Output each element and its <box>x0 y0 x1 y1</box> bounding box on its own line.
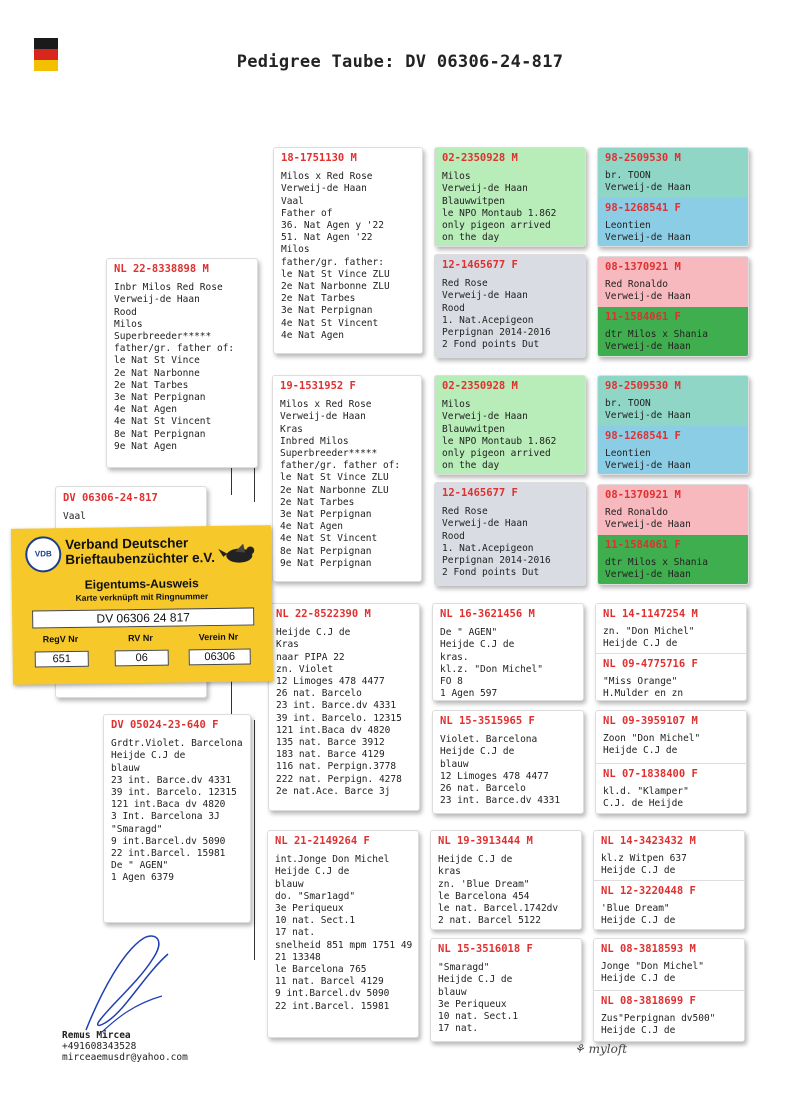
g4-card <box>596 764 747 814</box>
pedigree-line: 9e Nat Agen <box>114 440 177 452</box>
pedigree-line: 4e Nat St Vincent <box>281 317 379 329</box>
pedigree-line: Heijde C.J de <box>440 746 515 758</box>
g4-card <box>598 148 749 198</box>
g2-ring: 18-1751130 M <box>281 152 357 164</box>
pigeon-icon <box>217 541 257 566</box>
pedigree-line: Grdtr.Violet. Barcelona <box>111 738 243 750</box>
pedigree-line: 9 int.Barcel.dv 5090 <box>111 835 226 847</box>
pedigree-line: 39 int. Barcelo. 12315 <box>276 712 402 724</box>
pedigree-line: 2e Nat Tarbes <box>281 293 356 305</box>
g2-card <box>272 375 422 582</box>
pedigree-line: zn. "Don Michel" <box>603 626 695 638</box>
g2-card <box>267 830 419 1038</box>
pedigree-line: 2e Nat Narbonne <box>114 367 200 379</box>
pedigree-line: Rood <box>114 306 137 318</box>
g4-ring: NL 12-3220448 F <box>601 885 696 897</box>
pedigree-line: Father of <box>281 207 333 219</box>
g4-ring: 11-1584061 F <box>605 311 681 323</box>
pedigree-line: 10 nat. Sect.1 <box>275 915 356 927</box>
g4-card <box>598 307 749 357</box>
g3-ring: NL 16-3621456 M <box>440 608 535 620</box>
g4-ring: 08-1370921 M <box>605 261 681 273</box>
pedigree-line: Verweij-de Haan <box>605 232 691 244</box>
pedigree-line: Heijde C.J de <box>601 865 676 877</box>
pedigree-line: kl.z. "Don Michel" <box>440 663 543 675</box>
pedigree-line: Milos x Red Rose <box>281 171 373 183</box>
ownership-card <box>11 525 273 685</box>
pedigree-line: 8e Nat Perpignan <box>114 428 206 440</box>
pedigree-line: Heijde C.J de <box>440 639 515 651</box>
pedigree-line: Jonge "Don Michel" <box>601 961 704 973</box>
g3-ring: NL 15-3515965 F <box>440 715 535 727</box>
pedigree-line: Heijde C.J de <box>601 915 676 927</box>
pedigree-line: 4e Nat St Vincent <box>280 533 378 545</box>
pedigree-line: on the day <box>442 232 500 244</box>
pedigree-line: De " AGEN" <box>111 860 169 872</box>
pedigree-line: Superbreeder***** <box>280 448 378 460</box>
pedigree-line: 21 13348 <box>275 951 321 963</box>
pedigree-line: Leontien <box>605 448 651 460</box>
g2-ring: NL 21-2149264 F <box>275 835 370 847</box>
pedigree-line: father/gr. father of: <box>114 343 235 355</box>
pedigree-line: 11 nat. Barcel 4129 <box>275 976 384 988</box>
pedigree-line: do. "Smar1agd" <box>275 890 356 902</box>
pedigree-line: 3e Nat Perpignan <box>281 305 373 317</box>
pedigree-line: kras <box>438 866 461 878</box>
pedigree-line: on the day <box>442 460 500 472</box>
pedigree-line: Verweij-de Haan <box>442 290 528 302</box>
pedigree-line: 2e Nat Narbonne ZLU <box>280 484 389 496</box>
pedigree-line: Rood <box>442 302 465 314</box>
pedigree-line: Milos x Red Rose <box>280 399 372 411</box>
g2-ring: 19-1531952 F <box>280 380 356 392</box>
page-title: Pedigree Taube: DV 06306-24-817 <box>236 52 564 72</box>
pedigree-line: father/gr. father of: <box>280 460 401 472</box>
pedigree-line: 9e Nat Perpignan <box>280 557 372 569</box>
pedigree-line: "Smaragd" <box>438 962 490 974</box>
ring-number-box: DV 06306 24 817 <box>32 607 254 628</box>
pedigree-line: Verweij-de Haan <box>605 410 691 422</box>
pedigree-line: Red Ronaldo <box>605 507 668 519</box>
pedigree-line: Milos <box>442 171 471 183</box>
pedigree-line: zn. 'Blue Dream" <box>438 878 530 890</box>
pedigree-line: father/gr. father: <box>281 256 384 268</box>
pedigree-line: le Nat St Vince <box>114 355 200 367</box>
pedigree-line: 17 nat. <box>275 927 316 939</box>
g4-ring: 98-2509530 M <box>605 380 681 392</box>
myloft-logo <box>574 1042 627 1056</box>
pedigree-line: 2 nat. Barcel 5122 <box>438 915 541 927</box>
pedigree-line: Leontien <box>605 220 651 232</box>
pedigree-line: Verweij-de Haan <box>605 291 691 303</box>
g3-ring: 12-1465677 F <box>442 487 518 499</box>
pedigree-line: Verweij-de Haan <box>442 518 528 530</box>
pedigree-line: kras. <box>440 651 469 663</box>
pedigree-line: De " AGEN" <box>440 627 498 639</box>
pedigree-line: Violet. Barcelona <box>440 734 538 746</box>
pedigree-line: Verweij-de Haan <box>114 294 200 306</box>
pedigree-line: 4e Nat Agen <box>114 404 177 416</box>
dam-ring: DV 05024-23-640 F <box>111 719 219 731</box>
g4-card <box>594 939 745 990</box>
vdb-logo-icon: VDB <box>25 536 61 572</box>
org-name-line2: Brieftaubenzüchter e.V. <box>65 549 215 568</box>
pedigree-line: 4e Nat Agen <box>280 521 343 533</box>
pedigree-line: 23 int. Barce.dv 4331 <box>111 774 232 786</box>
pedigree-line: 121 int.Baca dv 4820 <box>276 724 391 736</box>
pedigree-line: Heijde C.J de <box>603 745 678 757</box>
g4-card <box>594 991 745 1042</box>
pedigree-line: Blauwwitpen <box>442 195 505 207</box>
g4-pair <box>597 147 749 247</box>
pedigree-line: 22 int.Barcel. 15981 <box>111 848 226 860</box>
pedigree-line: 2 Fond points Dut <box>442 339 540 351</box>
pedigree-line: br. TOON <box>605 398 651 410</box>
pedigree-line: le NPO Montaub 1.862 <box>442 207 557 219</box>
g4-card <box>598 426 749 475</box>
pedigree-line: le Nat St Vince ZLU <box>280 472 389 484</box>
pedigree-line: 3e Nat Perpignan <box>114 392 206 404</box>
g4-ring: NL 08-3818593 M <box>601 943 696 955</box>
pedigree-line: 9 int.Barcel.dv 5090 <box>275 988 390 1000</box>
pedigree-line: 1 Agen 597 <box>440 688 498 700</box>
pedigree-line: 2e Nat Tarbes <box>280 496 355 508</box>
pedigree-line: Heijde C.J de <box>603 638 678 650</box>
pedigree-line: Heijde C.J de <box>601 1025 676 1037</box>
pedigree-line: Zoon "Don Michel" <box>603 733 701 745</box>
g4-pair <box>595 710 747 814</box>
g3-card <box>432 710 584 814</box>
pedigree-line: le NPO Montaub 1.862 <box>442 435 557 447</box>
pedigree-line: "Miss Orange" <box>603 676 678 688</box>
g3-card <box>434 254 586 358</box>
pedigree-line: br. TOON <box>605 170 651 182</box>
g4-ring: 98-1268541 F <box>605 202 681 214</box>
pedigree-line: 22 int.Barcel. 15981 <box>275 1000 390 1012</box>
pedigree-line: blauw <box>275 878 304 890</box>
pedigree-line: naar PIPA 22 <box>276 651 345 663</box>
subject-color: Vaal <box>63 511 86 523</box>
pedigree-line: 3 Int. Barcelona 3J <box>111 811 220 823</box>
g4-ring: 08-1370921 M <box>605 489 681 501</box>
pedigree-line: 1. Nat.Acepigeon <box>442 542 534 554</box>
g4-ring: NL 08-3818699 F <box>601 995 696 1007</box>
g3-card <box>430 938 582 1042</box>
pedigree-line: Verweij-de Haan <box>280 411 366 423</box>
g3-card <box>432 603 584 701</box>
g2-card <box>273 147 423 354</box>
pedigree-line: 4e Nat Agen <box>281 329 344 341</box>
pedigree-line: Superbreeder***** <box>114 331 212 343</box>
pedigree-line: Verweij-de Haan <box>442 411 528 423</box>
pedigree-line: Heijde C.J de <box>438 854 513 866</box>
rv-label: RV Nr <box>127 632 153 644</box>
g2-card <box>268 603 420 811</box>
org-name-line1: Verband Deutscher <box>65 535 189 553</box>
sire-ring: NL 22-8338898 M <box>114 263 209 275</box>
pedigree-line: 10 nat. Sect.1 <box>438 1011 519 1023</box>
pedigree-line: zn. Violet <box>276 663 334 675</box>
g4-card <box>598 198 749 247</box>
pedigree-line: 23 int. Barce.dv 4331 <box>276 700 397 712</box>
pedigree-line: 36. Nat Agen y '22 <box>281 220 384 232</box>
g4-pair <box>597 256 749 357</box>
owner-phone: +491608343528 <box>62 1041 137 1052</box>
pedigree-line: Heijde C.J de <box>601 973 676 985</box>
pedigree-line: Milos <box>281 244 310 256</box>
g4-card <box>596 654 747 701</box>
pedigree-line: 222 nat. Perpign. 4278 <box>276 773 402 785</box>
owner-info <box>62 1030 188 1063</box>
g3-card <box>434 482 586 586</box>
pedigree-line: 26 nat. Barcelo <box>440 783 526 795</box>
pedigree-line: 116 nat. Perpign.3778 <box>276 761 397 773</box>
g3-ring: NL 15-3516018 F <box>438 943 533 955</box>
dam-card <box>103 714 251 923</box>
pedigree-line: 2e Nat Narbonne ZLU <box>281 281 390 293</box>
owner-name: Remus Mircea <box>62 1030 131 1041</box>
pedigree-line: 3e Periqueux <box>438 998 507 1010</box>
pedigree-line: Verweij-de Haan <box>605 182 691 194</box>
pedigree-line: Zus"Perpignan dv500" <box>601 1013 716 1025</box>
pedigree-line: Milos <box>442 399 471 411</box>
g4-ring: 98-2509530 M <box>605 152 681 164</box>
pedigree-line: le nat. Barcel.1742dv <box>438 903 559 915</box>
pedigree-line: "Smaragd" <box>111 823 163 835</box>
verein-value: 06306 <box>189 648 251 665</box>
pedigree-line: Verweij-de Haan <box>605 519 691 531</box>
pedigree-line: 8e Nat Perpignan <box>280 545 372 557</box>
pedigree-line: Heijde C.J de <box>276 627 351 639</box>
myloft-text: myloft <box>588 1042 628 1056</box>
g4-pair <box>597 484 749 585</box>
pedigree-line: Red Rose <box>442 278 488 290</box>
g3-ring: NL 19-3913444 M <box>438 835 533 847</box>
pedigree-line: 121 int.Baca dv 4820 <box>111 799 226 811</box>
pedigree-line: 12 Limoges 478 4477 <box>440 770 549 782</box>
pedigree-line: Verweij-de Haan <box>605 341 691 353</box>
pedigree-line: blauw <box>440 758 469 770</box>
pedigree-line: H.Mulder en zn <box>603 688 684 700</box>
regv-value: 651 <box>35 651 89 668</box>
myloft-bird-icon: ⚘ <box>574 1042 585 1056</box>
pedigree-line: kl.d. "Klamper" <box>603 786 689 798</box>
pedigree-line: only pigeon arrived <box>442 220 551 232</box>
pedigree-line: 1. Nat.Acepigeon <box>442 314 534 326</box>
pedigree-line: 51. Nat Agen '22 <box>281 232 373 244</box>
pedigree-line: snelheid 851 mpm 1751 49 <box>275 939 413 951</box>
pedigree-line: Heijde C.J de <box>438 974 513 986</box>
pedigree-line: le Barcelona 765 <box>275 964 367 976</box>
g3-card <box>434 375 586 475</box>
pedigree-line: 2e Nat Tarbes <box>114 379 189 391</box>
pedigree-line: 183 nat. Barce 4129 <box>276 749 385 761</box>
pedigree-line: 26 nat. Barcelo <box>276 688 362 700</box>
subject-ring: DV 06306-24-817 <box>63 492 158 504</box>
pedigree-line: Verweij-de Haan <box>605 569 691 581</box>
g3-ring: 12-1465677 F <box>442 259 518 271</box>
g4-pair <box>593 830 745 930</box>
signature-icon <box>72 930 182 1040</box>
pedigree-line: Kras <box>280 423 303 435</box>
pedigree-line: C.J. de Heijde <box>603 798 684 810</box>
g4-pair <box>593 938 745 1042</box>
pedigree-line: 2e nat.Ace. Barce 3j <box>276 785 391 797</box>
regv-label: RegV Nr <box>42 633 79 645</box>
pedigree-line: FO 8 <box>440 676 463 688</box>
pedigree-line: Verweij-de Haan <box>605 460 691 472</box>
pedigree-line: 23 int. Barce.dv 4331 <box>440 795 561 807</box>
pedigree-line: 135 nat. Barce 3912 <box>276 737 385 749</box>
g4-card <box>594 881 745 930</box>
pedigree-line: dtr Milos x Shania <box>605 329 708 341</box>
pedigree-line: Kras <box>276 639 299 651</box>
pedigree-line: le Barcelona 454 <box>438 890 530 902</box>
g4-ring: NL 09-3959107 M <box>603 715 698 727</box>
g4-card <box>598 535 749 585</box>
pedigree-line: Blauwwitpen <box>442 423 505 435</box>
owner-email: mirceaemusdr@yahoo.com <box>62 1052 188 1063</box>
pedigree-line: Red Rose <box>442 506 488 518</box>
pedigree-line: 39 int. Barcelo. 12315 <box>111 787 237 799</box>
g3-ring: 02-2350928 M <box>442 380 518 392</box>
pedigree-line: Red Ronaldo <box>605 279 668 291</box>
g4-card <box>598 257 749 307</box>
g4-pair <box>595 603 747 701</box>
g4-card <box>598 485 749 535</box>
pedigree-line: dtr Milos x Shania <box>605 557 708 569</box>
pedigree-line: 1 Agen 6379 <box>111 872 174 884</box>
g4-pair <box>597 375 749 475</box>
g4-card <box>598 376 749 426</box>
g4-card <box>596 711 747 763</box>
pedigree-line: Inbred Milos <box>280 435 349 447</box>
pedigree-line: int.Jonge Don Michel <box>275 854 390 866</box>
rv-value: 06 <box>115 650 169 667</box>
connector-line <box>254 720 255 960</box>
pedigree-line: 4e Nat St Vincent <box>114 416 212 428</box>
pedigree-line: le Nat St Vince ZLU <box>281 268 390 280</box>
g3-card <box>434 147 586 247</box>
g4-ring: NL 14-3423432 M <box>601 835 696 847</box>
pedigree-line: Heijde C.J de <box>111 750 186 762</box>
pedigree-line: Rood <box>442 530 465 542</box>
pedigree-line: Verweij-de Haan <box>442 183 528 195</box>
pedigree-line: 3e Periqueux <box>275 903 344 915</box>
pedigree-line: 3e Nat Perpignan <box>280 509 372 521</box>
pedigree-line: blauw <box>438 986 467 998</box>
pedigree-line: Perpignan 2014-2016 <box>442 555 551 567</box>
doc-subtitle: Karte verknüpft mit Ringnummer <box>75 591 209 603</box>
pedigree-line: Perpignan 2014-2016 <box>442 327 551 339</box>
pedigree-line: only pigeon arrived <box>442 448 551 460</box>
g4-card <box>596 604 747 653</box>
pedigree-line: Milos <box>114 318 143 330</box>
sire-card <box>106 258 258 468</box>
pedigree-line: 'Blue Dream" <box>601 903 670 915</box>
pedigree-line: blauw <box>111 762 140 774</box>
pedigree-line: Heijde C.J de <box>275 866 350 878</box>
pedigree-line: 12 Limoges 478 4477 <box>276 676 385 688</box>
g4-ring: 11-1584061 F <box>605 539 681 551</box>
pedigree-line: kl.z Witpen 637 <box>601 853 687 865</box>
pedigree-line: Vaal <box>281 195 304 207</box>
g3-ring: 02-2350928 M <box>442 152 518 164</box>
doc-title: Eigentums-Ausweis <box>84 576 199 592</box>
pedigree-line: 2 Fond points Dut <box>442 567 540 579</box>
verein-label: Verein Nr <box>198 631 239 643</box>
g4-ring: NL 09-4775716 F <box>603 658 698 670</box>
g4-ring: NL 07-1838400 F <box>603 768 698 780</box>
pedigree-line: Inbr Milos Red Rose <box>114 282 223 294</box>
pedigree-line: Verweij-de Haan <box>281 183 367 195</box>
g3-card <box>430 830 582 930</box>
g4-ring: 98-1268541 F <box>605 430 681 442</box>
g2-ring: NL 22-8522390 M <box>276 608 371 620</box>
g4-card <box>594 831 745 880</box>
pedigree-line: 17 nat. <box>438 1023 479 1035</box>
g4-ring: NL 14-1147254 M <box>603 608 698 620</box>
